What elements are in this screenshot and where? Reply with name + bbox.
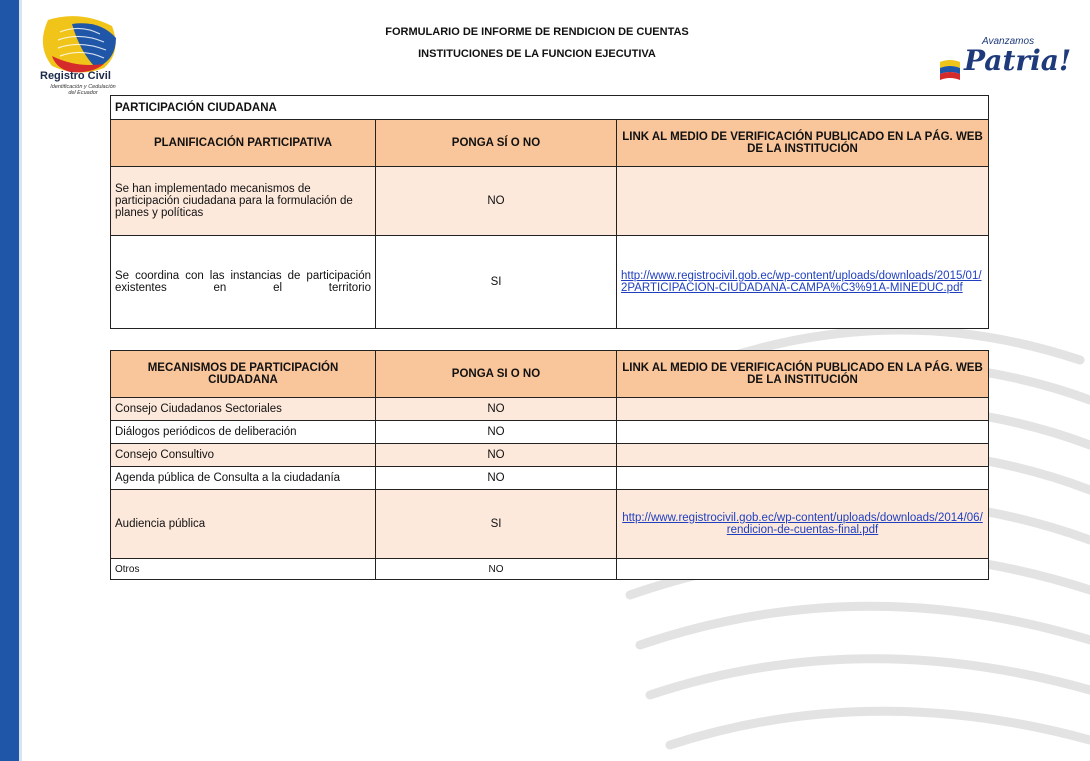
form-subtitle: INSTITUCIONES DE LA FUNCION EJECUTIVA: [418, 48, 656, 60]
row-answer: SI: [376, 490, 617, 559]
verification-link[interactable]: http://www.registrocivil.gob.ec/wp-content/uploads/downloads/2014/06/rendicion-de-cuentas-final.pdf: [622, 512, 983, 536]
row-link-cell: [617, 444, 989, 467]
row-answer: NO: [376, 421, 617, 444]
table-row: [111, 444, 989, 467]
logo-tagline: Avanzamos: [982, 36, 1035, 47]
row-answer: NO: [376, 398, 617, 421]
table-row: [111, 559, 989, 580]
row-label: Otros: [111, 559, 376, 580]
table-row: [111, 236, 989, 329]
table-section-row: [111, 96, 989, 120]
row-answer: NO: [376, 167, 617, 236]
logo-title: Registro Civil: [40, 70, 111, 82]
row-answer: NO: [376, 559, 617, 580]
row-label: Agenda pública de Consulta a la ciudadanía: [111, 467, 376, 490]
header-cell: MECANISMOS DE PARTICIPACIÓN CIUDADANA: [111, 351, 376, 398]
table-row: [111, 167, 989, 236]
header-cell: PLANIFICACIÓN PARTICIPATIVA: [111, 120, 376, 167]
row-link-cell: [617, 490, 989, 559]
row-link-cell: [617, 398, 989, 421]
logo-main-text: Patria!: [964, 44, 1072, 77]
header-cell: PONGA SI O NO: [376, 351, 617, 398]
table-row: [111, 467, 989, 490]
row-label: Se han implementado mecanismos de participación ciudadana para la formulación de planes y políticas: [111, 167, 376, 236]
row-label: Diálogos periódicos de deliberación: [111, 421, 376, 444]
table-header-row: [111, 120, 989, 167]
table-row: [111, 421, 989, 444]
row-answer: SI: [376, 236, 617, 329]
form-title: FORMULARIO DE INFORME DE RENDICION DE CUENTAS: [385, 26, 689, 38]
table-row: [111, 398, 989, 421]
planificacion-table: [110, 95, 989, 329]
row-link-cell: [617, 236, 989, 329]
row-link-cell: [617, 467, 989, 490]
row-label: Audiencia pública: [111, 490, 376, 559]
row-label: Consejo Ciudadanos Sectoriales: [111, 398, 376, 421]
left-accent-bar-edge: [19, 0, 22, 761]
verification-link[interactable]: http://www.registrocivil.gob.ec/wp-content/uploads/downloads/2015/01/2PARTICIPACION-CIUDADANA-CAMPA%C3%91A-MINEDUC.pdf: [621, 270, 982, 294]
logo-subtitle: Identificación y Cedulación del Ecuador: [50, 84, 116, 96]
left-accent-bar: [0, 0, 19, 761]
avanzamos-patria-logo: [938, 36, 1072, 88]
header-cell: PONGA SÍ O NO: [376, 120, 617, 167]
header-cell: LINK AL MEDIO DE VERIFICACIÓN PUBLICADO EN LA PÁG. WEB DE LA INSTITUCIÓN: [617, 120, 989, 167]
table-row: [111, 490, 989, 559]
row-answer: NO: [376, 444, 617, 467]
mecanismos-table: [110, 350, 989, 580]
header-cell: LINK AL MEDIO DE VERIFICACIÓN PUBLICADO EN LA PÁG. WEB DE LA INSTITUCIÓN: [617, 351, 989, 398]
row-answer: NO: [376, 467, 617, 490]
table-header-row: [111, 351, 989, 398]
row-label: Se coordina con las instancias de participación existentes en el territorio: [111, 236, 376, 329]
row-label: Consejo Consultivo: [111, 444, 376, 467]
row-link-cell: [617, 167, 989, 236]
row-link-cell: [617, 559, 989, 580]
row-link-cell: [617, 421, 989, 444]
section-title: PARTICIPACIÓN CIUDADANA: [111, 96, 989, 120]
